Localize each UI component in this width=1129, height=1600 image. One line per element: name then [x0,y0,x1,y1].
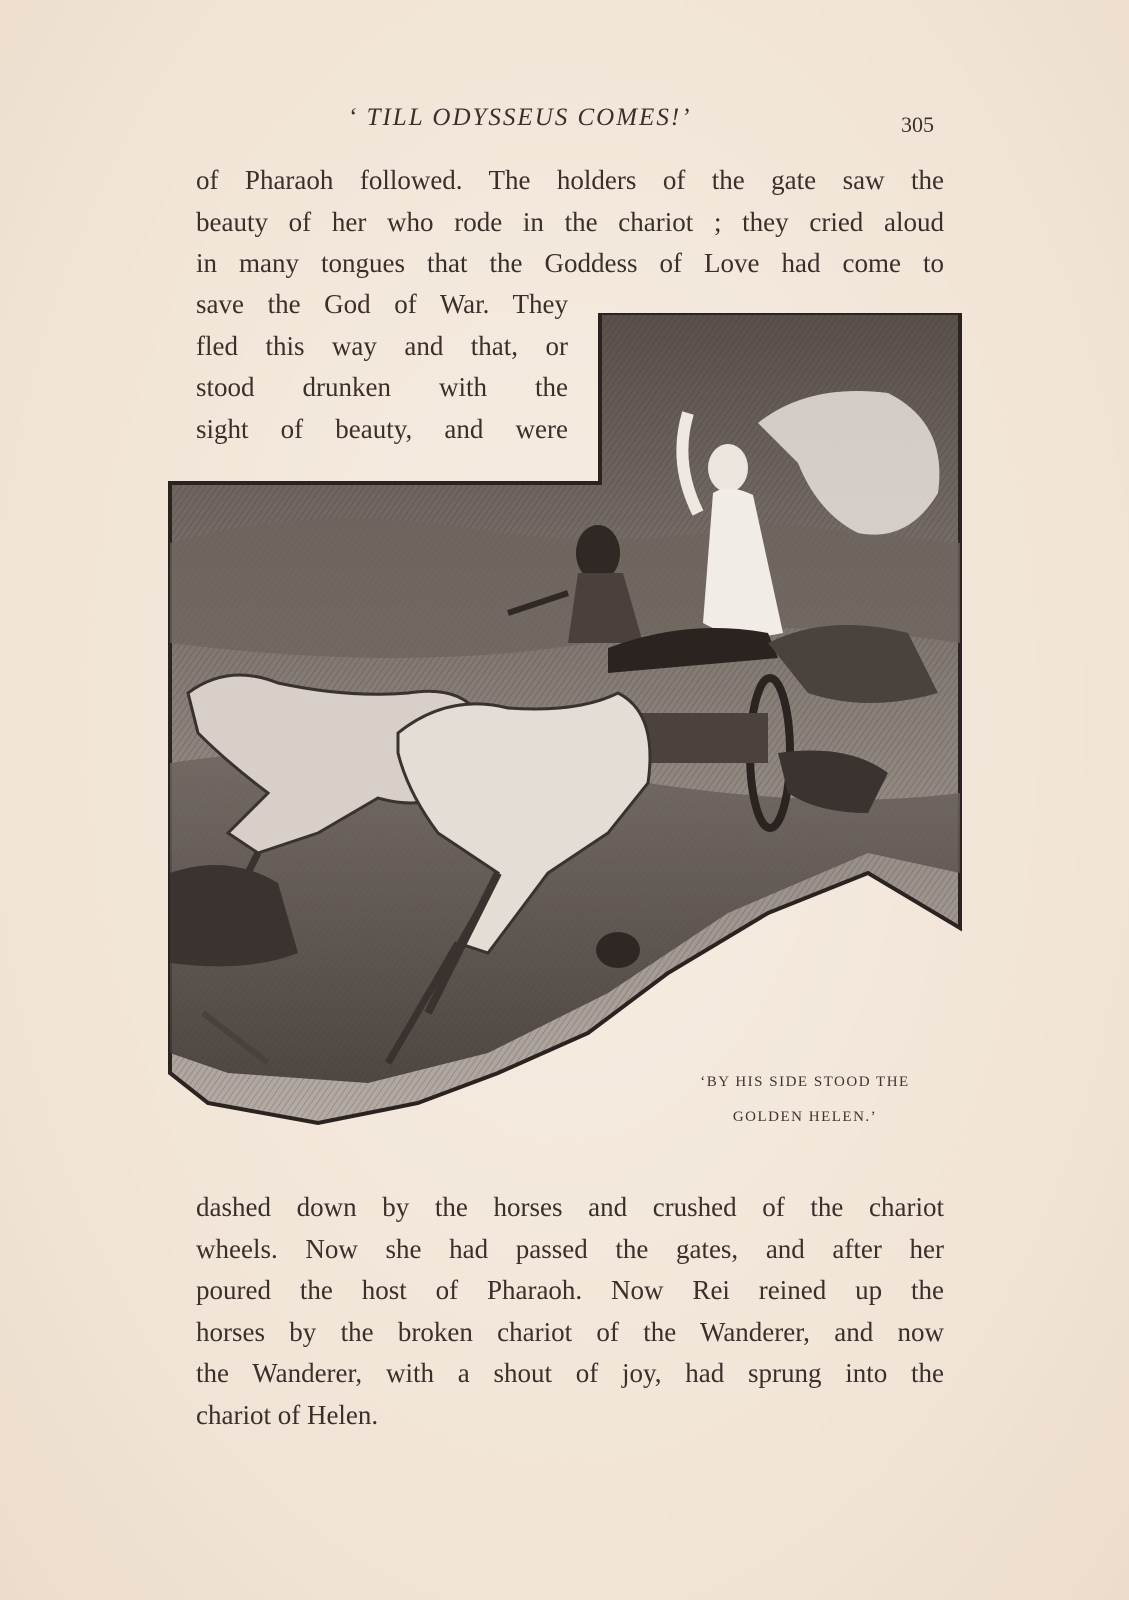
text-line: chariot of Helen. [196,1399,379,1430]
caption-line: GOLDEN HELEN.’ [732,1109,878,1125]
page-number: 305 [901,112,934,137]
text-line: poured the host of Pharaoh. Now Rei reined up the [196,1275,944,1305]
text-line: dashed down by the horses and crushed of the chariot [196,1192,944,1222]
paragraph-top [196,160,944,285]
text-line: horses by the broken chariot of the Wanderer, and now [196,1316,944,1347]
text-line: fled this way and that, or [196,330,568,361]
fallen-helmet [596,932,640,968]
page-header [0,100,1129,140]
text-line: stood drunken with the [196,372,568,402]
illustration-caption [655,1065,955,1135]
text-line: wheels. Now she had passed the gates, and after her [196,1233,944,1264]
text-line: save the God of War. They [196,289,568,319]
text-line: in many tongues that the Goddess of Love had come to [196,248,944,278]
text-line: sight of beauty, and were [196,413,568,444]
text-line: the Wanderer, with a shout of joy, had sprung into the [196,1358,944,1388]
text-line: of Pharaoh followed. The holders of the gate saw the [196,165,944,195]
caption-line: ‘BY HIS SIDE STOOD THE [700,1074,910,1090]
chariot-illustration [168,313,980,1158]
running-title: ‘ TILL ODYSSEUS COMES!’ [348,104,692,131]
paragraph-bottom [196,1187,944,1436]
text-line: beauty of her who rode in the chariot ; they cried aloud [196,206,944,237]
